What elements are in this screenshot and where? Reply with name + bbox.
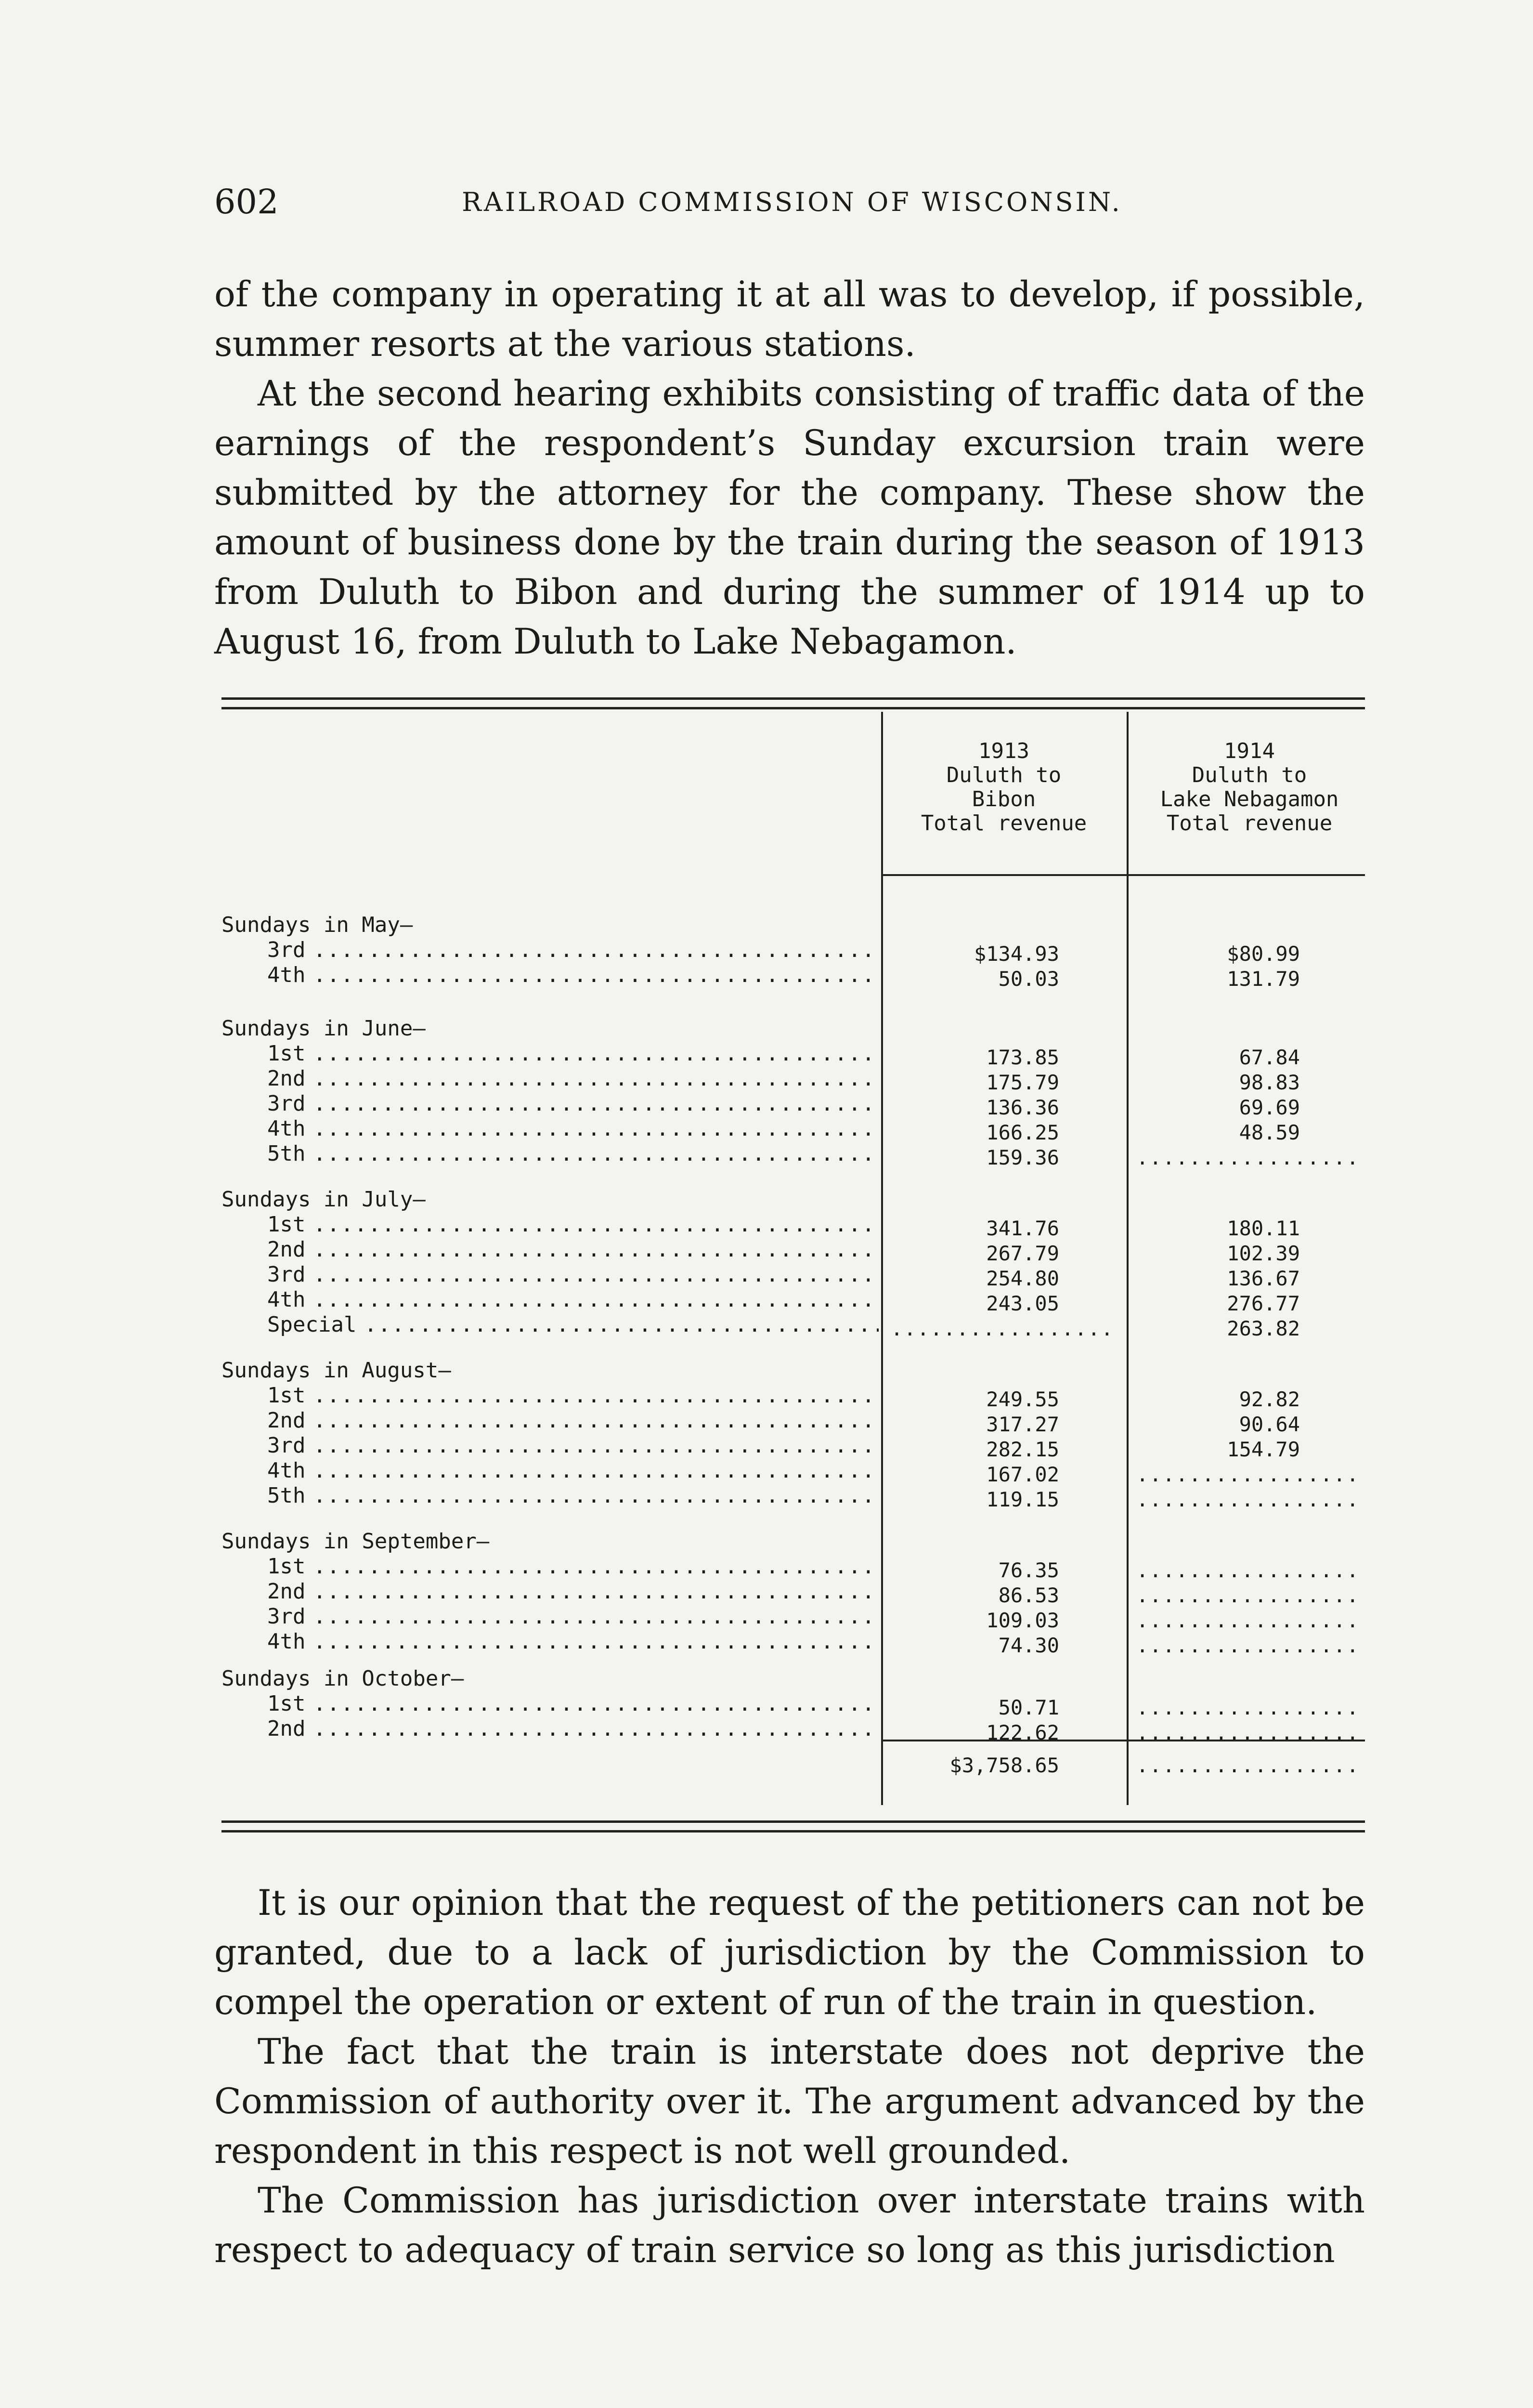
table-row	[267, 1433, 879, 1458]
dot-leader	[313, 1141, 879, 1166]
value-1914: 69.69	[1239, 1096, 1300, 1119]
table-row	[267, 1691, 879, 1716]
total-1914-blank-leader	[1136, 1753, 1363, 1778]
value-1913: 282.15	[986, 1438, 1059, 1461]
value-1914: 263.82	[1227, 1317, 1300, 1340]
column-header-1914: 1914 Duluth to Lake Nebagamon Total revenue	[1160, 739, 1339, 836]
row-label: 2nd	[267, 1237, 306, 1262]
table-row	[267, 1141, 879, 1166]
dot-leader	[313, 1041, 879, 1066]
blank-leader-1914	[1136, 1462, 1363, 1487]
row-label: 1st	[267, 1041, 306, 1066]
value-1913: 122.62	[986, 1721, 1059, 1744]
group-title: Sundays in July—	[221, 1187, 426, 1212]
group-title: Sundays in June—	[221, 1016, 426, 1041]
table-bottom-rule-2	[221, 1830, 1365, 1832]
value-1914: 98.83	[1239, 1071, 1300, 1094]
dot-leader	[313, 1262, 879, 1287]
dot-leader	[313, 1091, 879, 1116]
blank-leader-1914	[1136, 1633, 1363, 1658]
value-1914: 131.79	[1227, 967, 1300, 991]
row-label: 3rd	[267, 1433, 306, 1458]
value-1914: 180.11	[1227, 1217, 1300, 1240]
row-label: 2nd	[267, 1579, 306, 1604]
dot-leader	[313, 1554, 879, 1579]
dot-leader	[313, 1116, 879, 1141]
value-1913: 159.36	[986, 1146, 1059, 1169]
group-title: Sundays in September—	[221, 1529, 490, 1554]
row-label: 3rd	[267, 1091, 306, 1116]
blank-leader-1913	[891, 1316, 1117, 1341]
row-label: 4th	[267, 1458, 306, 1483]
value-1914: 67.84	[1239, 1046, 1300, 1069]
row-label: 2nd	[267, 1066, 306, 1091]
table-row	[267, 1066, 879, 1091]
row-label: 5th	[267, 1141, 306, 1166]
dot-leader	[313, 1433, 879, 1458]
row-label: 4th	[267, 1629, 306, 1654]
table-row	[267, 1287, 879, 1312]
group-title: Sundays in August—	[221, 1358, 451, 1383]
table-row	[267, 1212, 879, 1237]
paragraph: of the company in operating it at all was to develop, if possible, summer resorts at the various stations.	[214, 274, 1365, 365]
dot-leader	[364, 1312, 879, 1337]
value-1913: 317.27	[986, 1413, 1059, 1436]
table-row	[267, 1458, 879, 1483]
row-label: 4th	[267, 1287, 306, 1312]
group-title: Sundays in October—	[221, 1666, 464, 1691]
table-row	[267, 1116, 879, 1141]
value-1913: 341.76	[986, 1217, 1059, 1240]
value-1913: 167.02	[986, 1463, 1059, 1486]
value-1913: $134.93	[974, 942, 1059, 966]
blank-leader-1914	[1136, 1720, 1363, 1745]
row-label: 3rd	[267, 1262, 306, 1287]
page-header	[214, 182, 1370, 225]
table-top-rule-2	[221, 707, 1365, 709]
paragraph: At the second hearing exhibits consisting of traffic data of the earnings of the respondent’s Sunday excursion train were submitted by the attorney for the company. These show the amount of business done by the train during the season of 1913 from Duluth to Bibon and during the summer of 1914 up to August 16, from Duluth to Lake Nebagamon.	[214, 373, 1365, 662]
table-row	[267, 1262, 879, 1287]
value-1914: 48.59	[1239, 1121, 1300, 1144]
total-1913: $3,758.65	[949, 1754, 1059, 1777]
value-1913: 166.25	[986, 1121, 1059, 1144]
table-row	[267, 1383, 879, 1408]
dot-leader	[313, 963, 879, 988]
value-1913: 76.35	[998, 1558, 1059, 1582]
dot-leader	[313, 1237, 879, 1262]
value-1913: 50.71	[998, 1696, 1059, 1719]
table-bottom-rule	[221, 1820, 1365, 1823]
table-row	[267, 1716, 879, 1741]
row-label: 5th	[267, 1483, 306, 1508]
dot-leader	[313, 1066, 879, 1091]
value-1913: 175.79	[986, 1071, 1059, 1094]
value-1913: 243.05	[986, 1292, 1059, 1315]
dot-leader	[313, 1212, 879, 1237]
value-1913: 249.55	[986, 1387, 1059, 1411]
value-1914: 92.82	[1239, 1387, 1300, 1411]
row-label: 1st	[267, 1691, 306, 1716]
row-label: 3rd	[267, 1604, 306, 1629]
value-1913: 119.15	[986, 1488, 1059, 1511]
blank-leader-1914	[1136, 1608, 1363, 1633]
value-1914: 154.79	[1227, 1438, 1300, 1461]
table-row	[267, 1629, 879, 1654]
dot-leader	[313, 1691, 879, 1716]
table-row	[267, 1604, 879, 1629]
table-row	[267, 963, 879, 988]
dot-leader	[313, 1408, 879, 1433]
row-label: 1st	[267, 1212, 306, 1237]
column-header-1913: 1913 Duluth to Bibon Total revenue	[921, 739, 1087, 836]
header-rule	[882, 874, 1365, 876]
dot-leader	[313, 1629, 879, 1654]
table-row	[267, 1554, 879, 1579]
dot-leader	[313, 1383, 879, 1408]
row-label: Special	[267, 1312, 357, 1337]
value-1913: 86.53	[998, 1584, 1059, 1607]
value-1913: 173.85	[986, 1046, 1059, 1069]
table-row	[267, 938, 879, 963]
blank-leader-1914	[1136, 1695, 1363, 1720]
value-1914: 90.64	[1239, 1413, 1300, 1436]
row-label: 4th	[267, 1116, 306, 1141]
table-row	[267, 1237, 879, 1262]
value-1913: 136.36	[986, 1096, 1059, 1119]
table-row	[267, 1483, 879, 1508]
paragraph: The fact that the train is interstate does not deprive the Commission of authority over it. The argument advanced by the respondent in this respect is not well grounded.	[214, 2031, 1365, 2172]
paragraph: The Commission has jurisdiction over interstate trains with respect to adequacy of train service so long as this jurisdiction	[214, 2180, 1365, 2271]
row-label: 1st	[267, 1383, 306, 1408]
body-text-top	[214, 270, 1365, 667]
dot-leader	[313, 1287, 879, 1312]
dot-leader	[313, 1579, 879, 1604]
value-1913: 254.80	[986, 1267, 1059, 1290]
group-title: Sundays in May—	[221, 913, 413, 937]
body-text-bottom	[214, 1878, 1365, 2275]
value-1913: 50.03	[998, 967, 1059, 991]
table-top-rule	[221, 697, 1365, 700]
row-label: 1st	[267, 1554, 306, 1579]
running-head: RAILROAD COMMISSION OF WISCONSIN.	[462, 187, 1122, 217]
value-1914: 136.67	[1227, 1267, 1300, 1290]
table-row	[267, 1091, 879, 1116]
table-row	[267, 1579, 879, 1604]
blank-leader-1914	[1136, 1145, 1363, 1170]
value-1914: 276.77	[1227, 1292, 1300, 1315]
dot-leader	[313, 938, 879, 963]
page-number: 602	[214, 182, 279, 222]
table-row	[267, 1312, 879, 1337]
value-1913: 74.30	[998, 1634, 1059, 1657]
blank-leader-1914	[1136, 1558, 1363, 1583]
dot-leader	[313, 1483, 879, 1508]
row-label: 2nd	[267, 1408, 306, 1433]
row-label: 3rd	[267, 938, 306, 962]
dot-leader	[313, 1458, 879, 1483]
dot-leader	[313, 1716, 879, 1741]
value-1914: $80.99	[1227, 942, 1300, 966]
table-row	[267, 1041, 879, 1066]
value-1913: 267.79	[986, 1242, 1059, 1265]
blank-leader-1914	[1136, 1583, 1363, 1608]
table-row	[267, 1408, 879, 1433]
value-1914: 102.39	[1227, 1242, 1300, 1265]
row-label: 4th	[267, 963, 306, 987]
paragraph: It is our opinion that the request of the petitioners can not be granted, due to a lack of jurisdiction by the Commission to compel the operation or extent of run of the train in question.	[214, 1883, 1365, 2023]
value-1913: 109.03	[986, 1609, 1059, 1632]
blank-leader-1914	[1136, 1487, 1363, 1512]
row-label: 2nd	[267, 1716, 306, 1741]
dot-leader	[313, 1604, 879, 1629]
